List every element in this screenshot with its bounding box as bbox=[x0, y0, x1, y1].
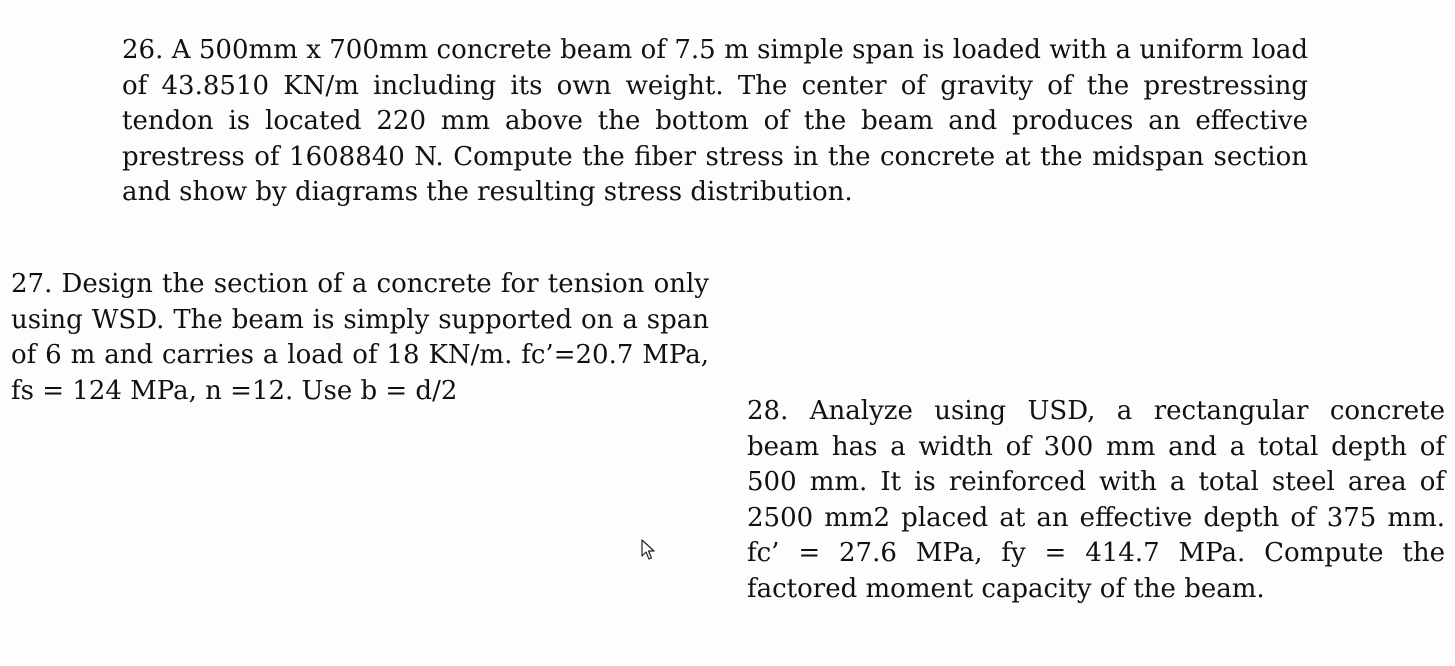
problem-28-text: 28. Analyze using USD, a rectangular concrete beam has a width of 300 mm and a total depth of 500 mm. It is reinforced with a total steel area of 2500 mm2 placed at an effective depth of 375 mm. fc’ = 27.6 MPa, fy = 414.7 MPa. Compute the factored moment capacity of the beam. bbox=[747, 396, 1445, 604]
problem-26-text: 26. A 500mm x 700mm concrete beam of 7.5 m simple span is loaded with a uniform load of 43.8510 KN/m including its own weight. The center of gravity of the prestressing tendon is located 220 mm above the bottom of the beam and produces an effective prestress of 1608840 N. Compute the fiber stress in the concrete at the midspan section and show by diagrams the resulting stress distribution. bbox=[122, 35, 1308, 207]
problem-27-text: 27. Design the section of a concrete for tension only using WSD. The beam is simply supported on a span of 6 m and carries a load of 18 KN/m. fc’=20.7 MPa, fs = 124 MPa, n =12. Use b = d/2 bbox=[11, 269, 709, 406]
mouse-pointer-icon bbox=[641, 539, 655, 561]
